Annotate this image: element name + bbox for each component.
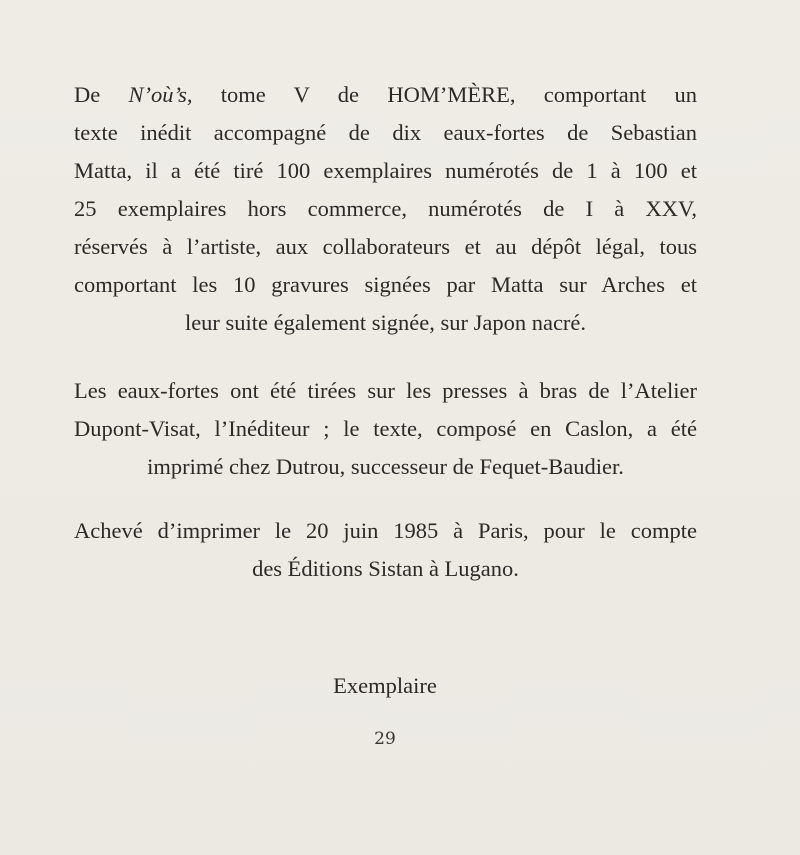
line-suffix: tome V de HOM’MÈRE, comportant un <box>192 82 697 107</box>
paragraph-2-line-1: Les eaux-fortes ont été tirées sur les presses à bras de l’Atelier <box>74 378 697 403</box>
paragraph-2-line-2: Dupont-Visat, l’Inéditeur ; le texte, composé en Caslon, a été <box>74 416 697 441</box>
paragraph-2-line-3: imprimé chez Dutrou, successeur de Fequet-Baudier. <box>147 454 624 479</box>
paragraph-1-line-5: réservés à l’artiste, aux collaborateurs et au dépôt légal, tous <box>74 234 697 259</box>
paragraph-1-line-4: 25 exemplaires hors commerce, numérotés de I à XXV, <box>74 196 697 221</box>
exemplaire-label: Exemplaire <box>333 673 437 698</box>
book-title: N’où’s, <box>128 82 193 107</box>
line-prefix: De <box>74 82 129 107</box>
paragraph-3-line-1: Achevé d’imprimer le 20 juin 1985 à Paris, pour le compte <box>74 518 697 543</box>
paragraph-1-line-6: comportant les 10 gravures signées par Matta sur Arches et <box>74 272 697 297</box>
paragraph-1-line-2: texte inédit accompagné de dix eaux-fortes de Sebastian <box>74 120 697 145</box>
paragraph-1-line-1 <box>74 80 697 110</box>
paragraph-1-line-7: leur suite également signée, sur Japon nacré. <box>184 310 587 335</box>
paragraph-3-line-2: des Éditions Sistan à Lugano. <box>252 556 519 581</box>
copy-number: 29 <box>374 729 396 749</box>
paragraph-1-line-3: Matta, il a été tiré 100 exemplaires numérotés de 1 à 100 et <box>74 158 697 183</box>
